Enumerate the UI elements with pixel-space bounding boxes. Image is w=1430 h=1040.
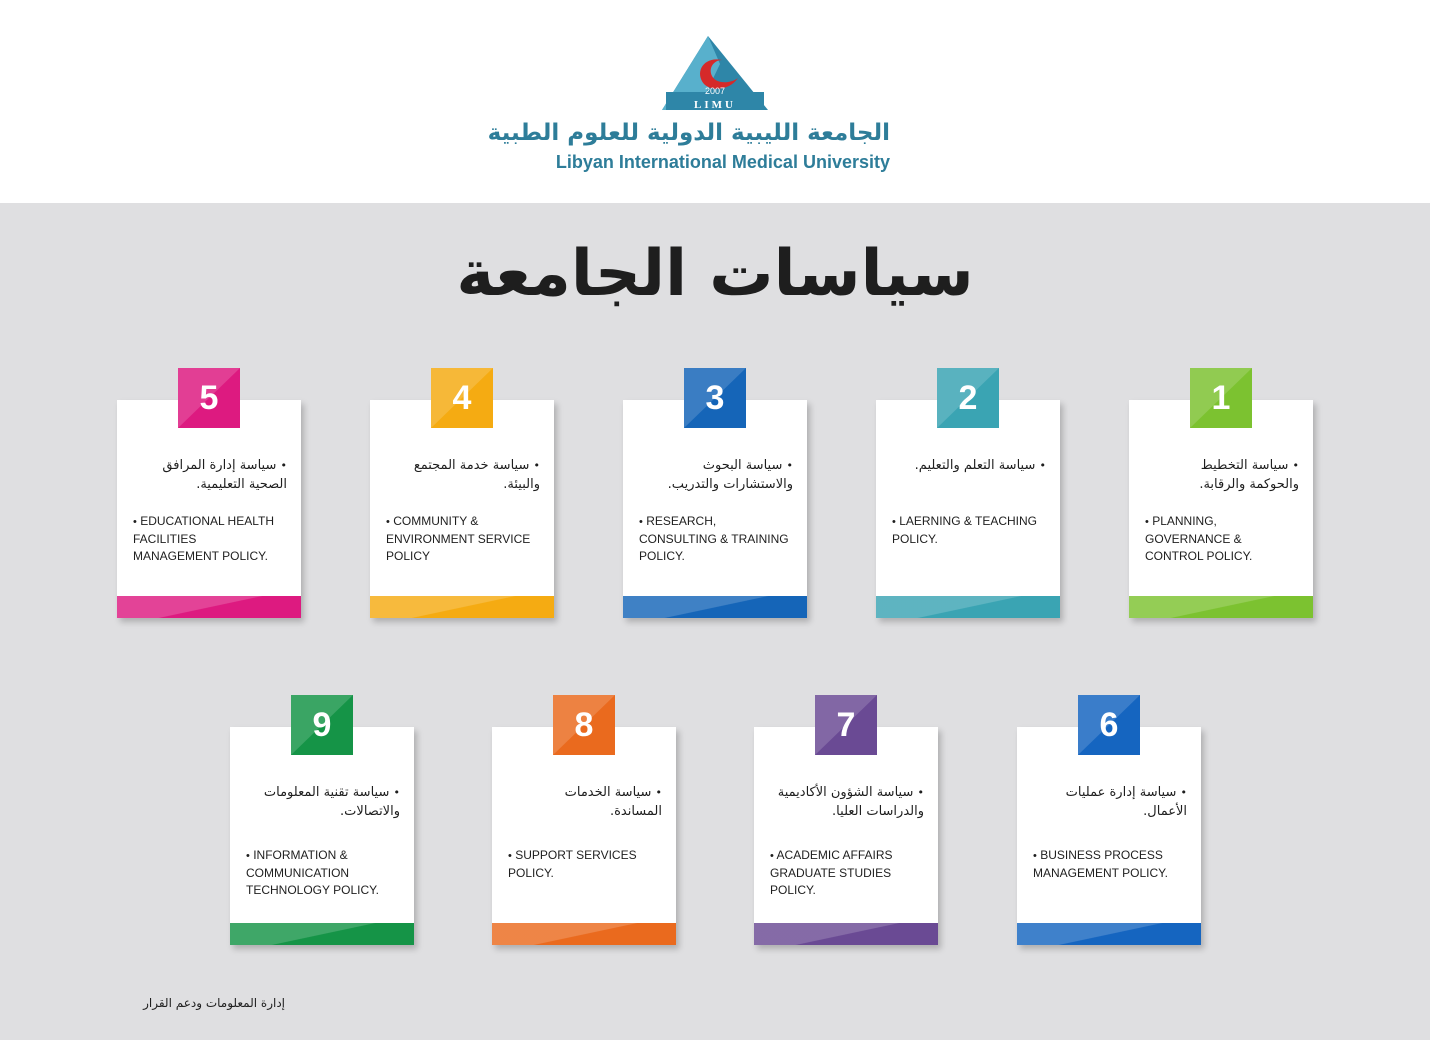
- policy-card-5: [117, 368, 301, 586]
- card-color-bar: [230, 923, 414, 945]
- policy-title-english: • LAERNING & TEACHING POLICY.: [892, 514, 1038, 546]
- policy-number-badge: 9: [291, 695, 353, 755]
- card-color-bar: [117, 596, 301, 618]
- card-color-bar: [1017, 923, 1201, 945]
- policy-title-english: • EDUCATIONAL HEALTH FACILITIES MANAGEMENT POLICY.: [133, 514, 275, 563]
- card-color-bar: [876, 596, 1060, 618]
- policy-number-badge: 4: [431, 368, 493, 428]
- policy-title-arabic: • سياسة إدارة عمليات الأعمال.: [1065, 785, 1187, 819]
- card-color-bar: [370, 596, 554, 618]
- policy-title-arabic: • سياسة التخطيط والحوكمة والرقابة.: [1199, 458, 1299, 492]
- policy-number-badge: 8: [553, 695, 615, 755]
- policy-card-9: [230, 695, 414, 913]
- policy-card-2: [876, 368, 1060, 586]
- policy-number-badge: 1: [1190, 368, 1252, 428]
- policy-number-badge: 6: [1078, 695, 1140, 755]
- policy-card-1: [1129, 368, 1313, 586]
- footer-department: إدارة المعلومات ودعم القرار: [143, 996, 285, 1010]
- university-logo: [660, 34, 772, 114]
- card-color-bar: [1129, 596, 1313, 618]
- policy-title-arabic: • سياسة البحوث والاستشارات والتدريب.: [667, 458, 793, 492]
- policy-card-4: [370, 368, 554, 586]
- card-color-bar: [754, 923, 938, 945]
- header: [0, 0, 1430, 203]
- policy-title-english: • RESEARCH, CONSULTING & TRAINING POLICY.: [639, 514, 789, 563]
- policy-title-english: • INFORMATION & COMMUNICATION TECHNOLOGY POLICY.: [246, 848, 379, 897]
- policy-card-3: [623, 368, 807, 586]
- policy-number-badge: 7: [815, 695, 877, 755]
- card-color-bar: [492, 923, 676, 945]
- policy-title-arabic: • سياسة تقنية المعلومات والاتصالات.: [263, 785, 400, 819]
- policy-number-badge: 2: [937, 368, 999, 428]
- policy-title-english: • PLANNING, GOVERNANCE & CONTROL POLICY.: [1145, 514, 1253, 563]
- policy-title-arabic: • سياسة التعلم والتعليم.: [914, 458, 1046, 473]
- policy-title-english: • SUPPORT SERVICES POLICY.: [508, 848, 637, 880]
- policy-title-arabic: • سياسة خدمة المجتمع والبيئة.: [413, 458, 540, 492]
- policy-card-8: [492, 695, 676, 913]
- policy-title-arabic: • سياسة الشؤون الأكاديمية والدراسات العليا.: [777, 785, 924, 819]
- logo-year: 2007: [704, 86, 726, 96]
- card-color-bar: [623, 596, 807, 618]
- policy-card-7: [754, 695, 938, 913]
- policy-title-arabic: • سياسة إدارة المرافق الصحية التعليمية.: [162, 458, 287, 492]
- policy-title-arabic: • سياسة الخدمات المساندة.: [564, 785, 662, 819]
- policy-card-6: [1017, 695, 1201, 913]
- policy-number-badge: 5: [178, 368, 240, 428]
- university-name-arabic: الجامعة الليبية الدولية للعلوم الطبية: [487, 120, 890, 146]
- main-panel: [0, 203, 1430, 1040]
- policy-number-badge: 3: [684, 368, 746, 428]
- policy-title-english: • BUSINESS PROCESS MANAGEMENT POLICY.: [1033, 848, 1168, 880]
- logo-text: LIMU: [694, 99, 736, 111]
- university-name-english: Libyan International Medical University: [555, 152, 890, 172]
- page-title: سياسات الجامعة: [456, 237, 974, 311]
- policy-title-english: • ACADEMIC AFFAIRS GRADUATE STUDIES POLICY.: [770, 848, 893, 897]
- policy-title-english: • COMMUNITY & ENVIRONMENT SERVICE POLICY: [386, 514, 531, 563]
